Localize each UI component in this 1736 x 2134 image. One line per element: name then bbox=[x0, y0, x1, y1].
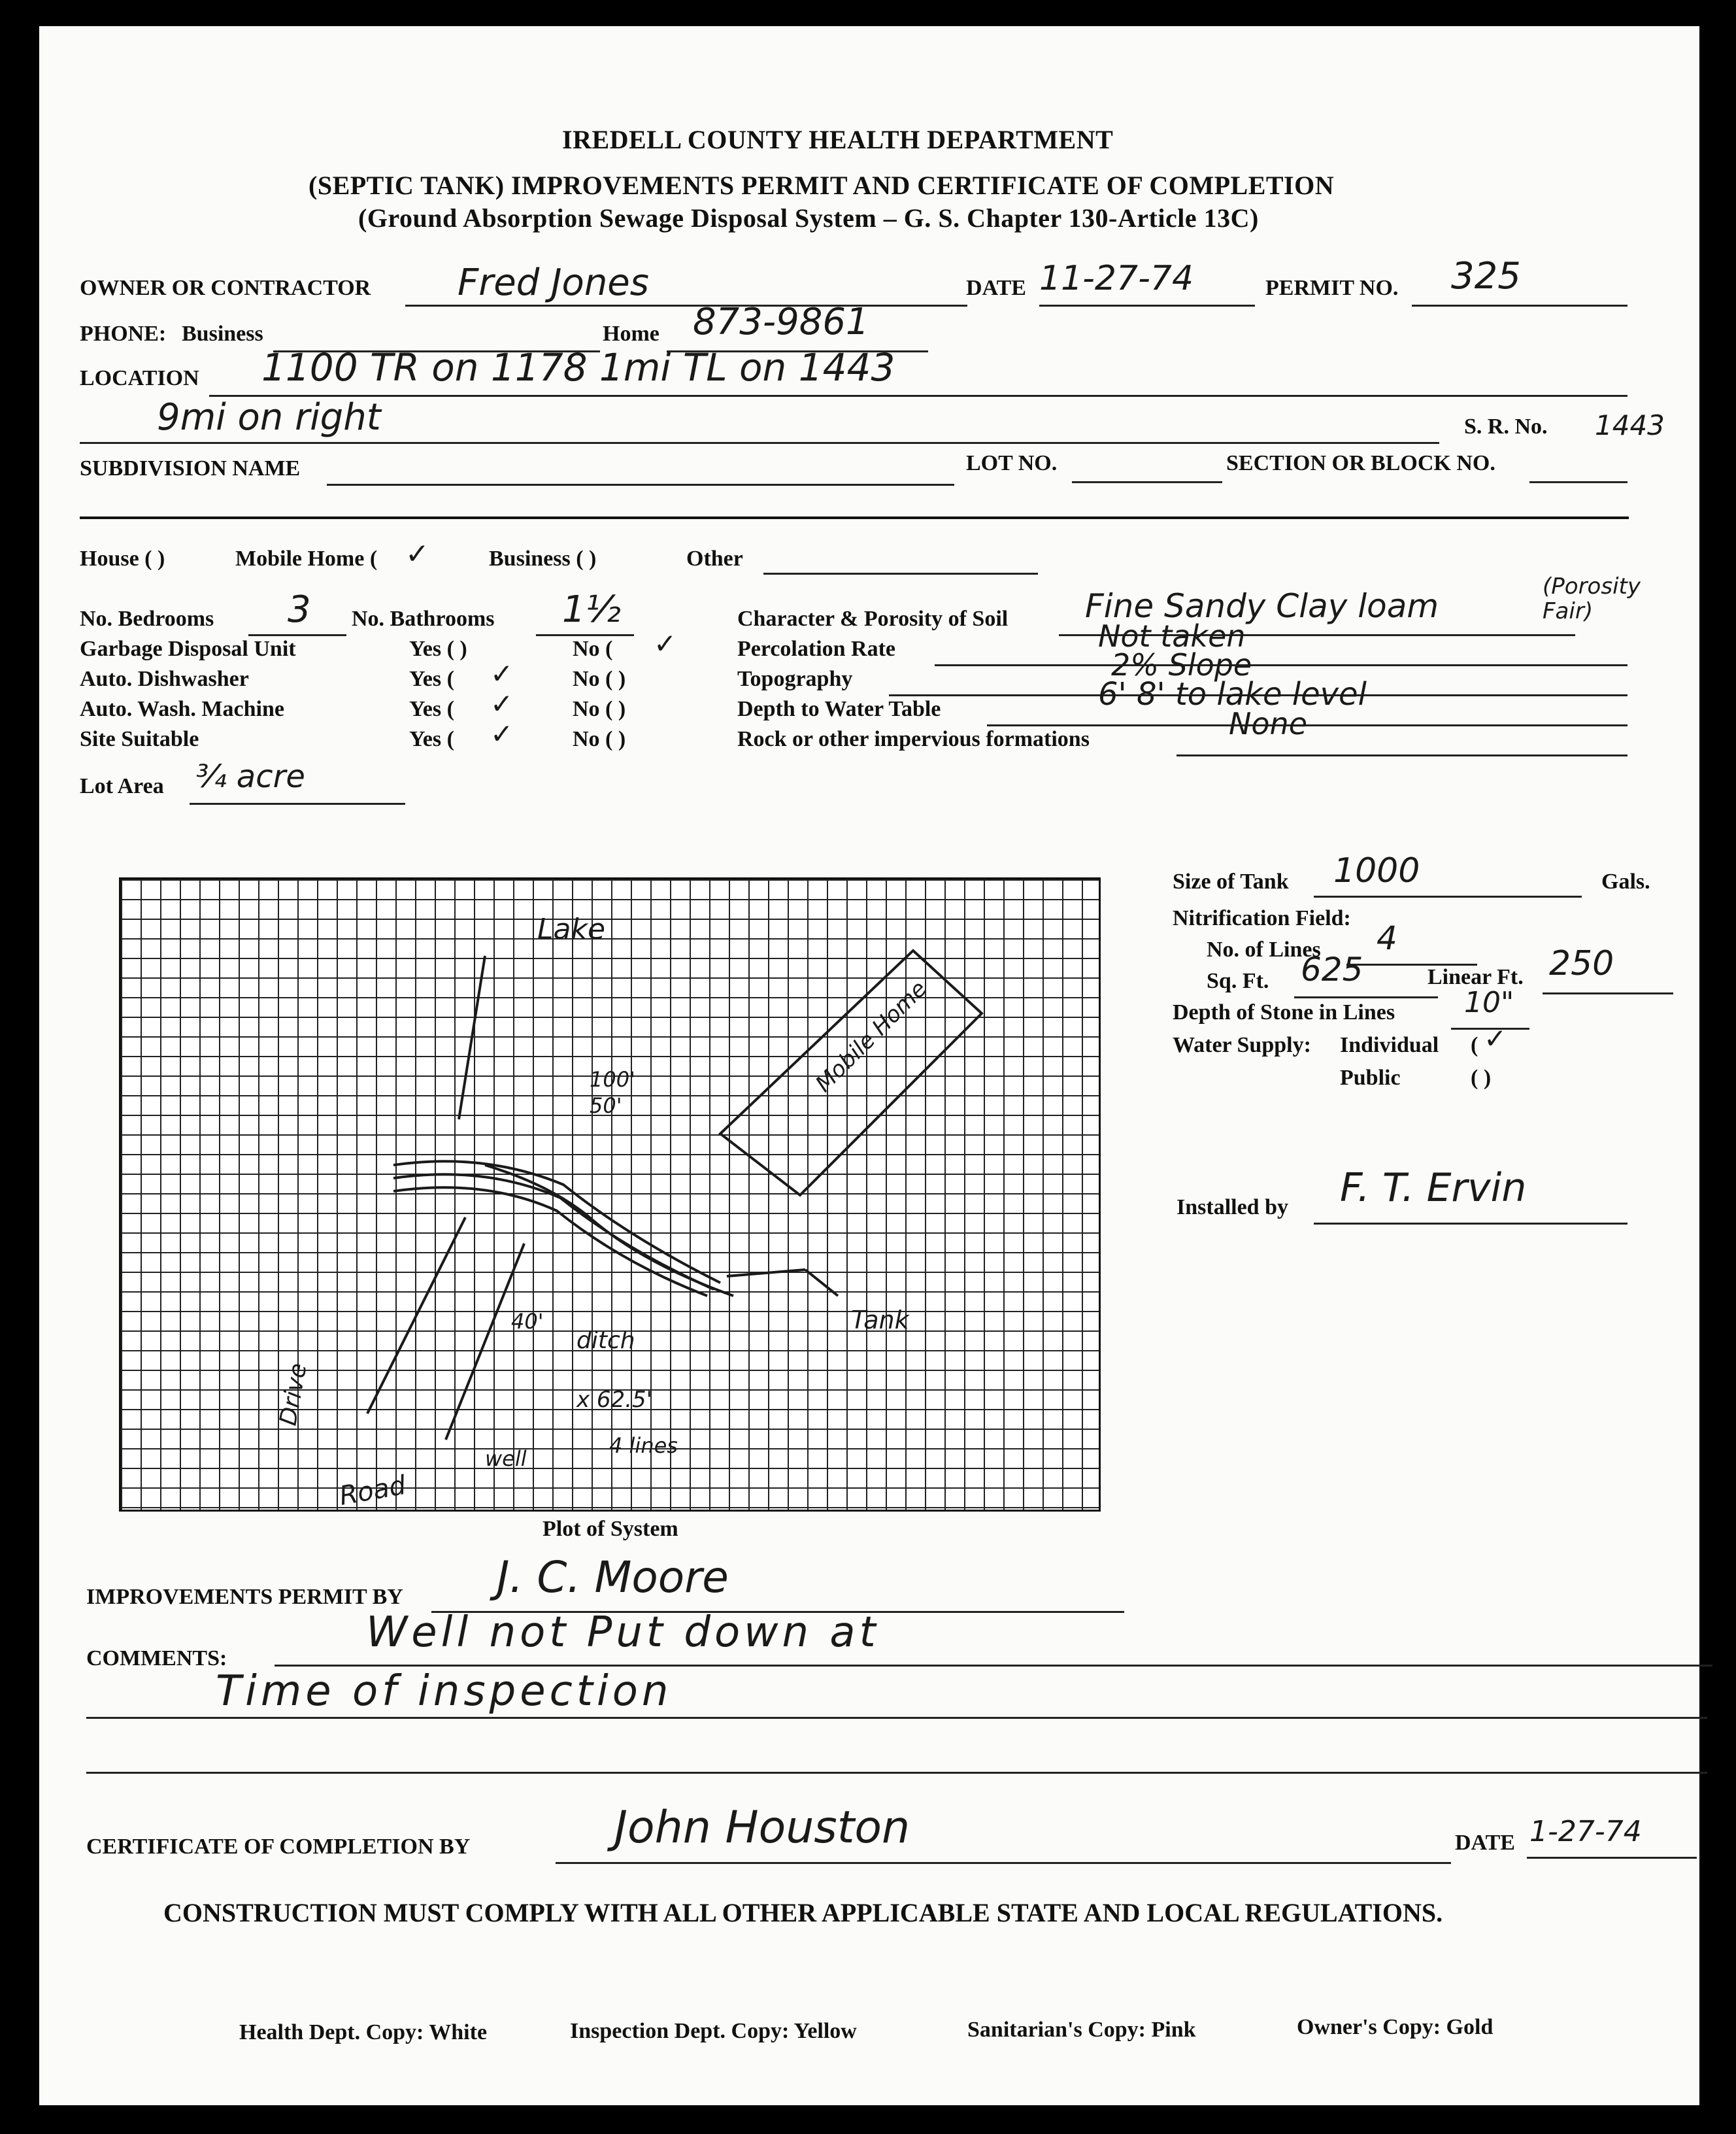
public-check[interactable]: ( ) bbox=[1471, 1066, 1492, 1090]
site-suitable-yes[interactable]: Yes ( bbox=[409, 727, 454, 751]
lot-area-value[interactable]: ¾ acre bbox=[196, 758, 305, 795]
dishwasher-yes[interactable]: Yes ( bbox=[409, 667, 454, 691]
garbage-yes[interactable]: Yes ( ) bbox=[409, 637, 467, 661]
site-suitable-no[interactable]: No ( ) bbox=[573, 727, 626, 751]
lot-label: LOT NO. bbox=[966, 451, 1058, 475]
bedrooms-value[interactable]: 3 bbox=[288, 588, 311, 631]
lake-label: Lake bbox=[537, 913, 606, 946]
bedrooms-label: No. Bedrooms bbox=[80, 607, 214, 631]
plot-sketch bbox=[119, 877, 1101, 1512]
lines-value[interactable]: 4 bbox=[1377, 919, 1397, 957]
dept-heading: IREDELL COUNTY HEALTH DEPARTMENT bbox=[562, 125, 1114, 154]
section-divider bbox=[80, 517, 1629, 519]
individual-check[interactable]: ✓ bbox=[1484, 1023, 1507, 1055]
house-option[interactable]: House ( ) bbox=[80, 547, 165, 571]
rock-value[interactable]: None bbox=[1229, 706, 1308, 741]
comments-line2[interactable]: Time of inspection bbox=[216, 1667, 673, 1716]
soil-character-value[interactable]: Fine Sandy Clay loam bbox=[1085, 587, 1439, 625]
mobile-home-option[interactable]: Mobile Home ( bbox=[235, 547, 378, 571]
compliance-notice: CONSTRUCTION MUST COMPLY WITH ALL OTHER APPLICABLE STATE AND LOCAL REGULATIONS. bbox=[163, 1898, 1443, 1927]
dishwasher-yes-check[interactable]: ✓ bbox=[490, 658, 514, 690]
location-line2[interactable]: 9mi on right bbox=[157, 396, 381, 439]
stone-depth-value[interactable]: 10" bbox=[1464, 986, 1514, 1019]
lines-label: 4 lines bbox=[609, 1433, 678, 1458]
dist-50-label: 50' bbox=[590, 1093, 622, 1118]
tank-size-value[interactable]: 1000 bbox=[1333, 851, 1420, 890]
certificate-date-label: DATE bbox=[1455, 1831, 1515, 1855]
sqft-label: Sq. Ft. bbox=[1207, 969, 1269, 993]
permit-by-label: IMPROVEMENTS PERMIT BY bbox=[86, 1585, 403, 1609]
garbage-no-check[interactable]: ✓ bbox=[654, 628, 677, 660]
permit-form bbox=[39, 26, 1699, 2105]
perc-rate-value[interactable]: Not taken bbox=[1098, 618, 1246, 654]
drive-label: Drive bbox=[275, 1361, 312, 1428]
lines-label: No. of Lines bbox=[1207, 938, 1321, 962]
water-supply-label: Water Supply: bbox=[1173, 1033, 1311, 1057]
sqft-value[interactable]: 625 bbox=[1301, 951, 1363, 989]
phone-home-value[interactable]: 873-9861 bbox=[693, 301, 869, 343]
road-label: Road bbox=[337, 1470, 409, 1512]
date-value[interactable]: 11-27-74 bbox=[1039, 259, 1194, 298]
sr-label: S. R. No. bbox=[1464, 415, 1548, 439]
public-label: Public bbox=[1340, 1066, 1401, 1090]
water-table-value[interactable]: 6' 8' to lake level bbox=[1098, 676, 1367, 713]
permit-label: PERMIT NO. bbox=[1265, 276, 1399, 300]
owner-label: OWNER OR CONTRACTOR bbox=[80, 276, 371, 300]
lot-area-label: Lot Area bbox=[80, 774, 164, 798]
certificate-label: CERTIFICATE OF COMPLETION BY bbox=[86, 1835, 471, 1859]
section-label: SECTION OR BLOCK NO. bbox=[1226, 451, 1495, 475]
form-title: (SEPTIC TANK) IMPROVEMENTS PERMIT AND CERTIFICATE OF COMPLETION bbox=[309, 171, 1335, 200]
mobile-home-check[interactable]: ✓ bbox=[405, 537, 429, 571]
washer-yes[interactable]: Yes ( bbox=[409, 697, 454, 721]
comments-label: COMMENTS: bbox=[86, 1646, 227, 1670]
sr-value[interactable]: 1443 bbox=[1595, 409, 1665, 441]
dishwasher-label: Auto. Dishwasher bbox=[80, 667, 249, 691]
tank-size-label: Size of Tank bbox=[1173, 870, 1289, 894]
dishwasher-no[interactable]: No ( ) bbox=[573, 667, 626, 691]
water-table-label: Depth to Water Table bbox=[737, 697, 941, 721]
certificate-signature[interactable]: John Houston bbox=[614, 1802, 910, 1854]
perc-rate-label: Percolation Rate bbox=[737, 637, 896, 661]
business-option[interactable]: Business ( ) bbox=[489, 547, 597, 571]
copy-inspection: Inspection Dept. Copy: Yellow bbox=[570, 2019, 857, 2043]
ditch-label: ditch bbox=[576, 1327, 635, 1354]
gals-label: Gals. bbox=[1601, 870, 1650, 894]
installed-by-label: Installed by bbox=[1177, 1195, 1288, 1219]
owner-value[interactable]: Fred Jones bbox=[458, 262, 649, 304]
topography-value[interactable]: 2% Slope bbox=[1111, 647, 1252, 683]
washer-no[interactable]: No ( ) bbox=[573, 697, 626, 721]
soil-porosity-note[interactable]: (Porosity Fair) bbox=[1543, 573, 1641, 624]
washer-label: Auto. Wash. Machine bbox=[80, 697, 284, 721]
nitrification-label: Nitrification Field: bbox=[1173, 906, 1351, 930]
subdivision-label: SUBDIVISION NAME bbox=[80, 456, 301, 481]
stone-depth-label: Depth of Stone in Lines bbox=[1173, 1000, 1395, 1025]
dist-100-label: 100' bbox=[590, 1067, 635, 1092]
location-line1[interactable]: 1100 TR on 1178 1mi TL on 1443 bbox=[261, 345, 895, 390]
site-suitable-label: Site Suitable bbox=[80, 727, 199, 751]
installed-by-value[interactable]: F. T. Ervin bbox=[1340, 1165, 1527, 1211]
comments-line1[interactable]: Well not Put down at bbox=[366, 1608, 880, 1657]
garbage-no[interactable]: No ( bbox=[573, 637, 613, 661]
rock-label: Rock or other impervious formations bbox=[737, 727, 1090, 751]
soil-character-label: Character & Porosity of Soil bbox=[737, 607, 1009, 631]
dist-40-label: 40' bbox=[511, 1309, 544, 1334]
mobile-home-label: Mobile Home bbox=[810, 975, 932, 1098]
location-label: LOCATION bbox=[80, 366, 199, 390]
well-label: well bbox=[485, 1446, 527, 1471]
copy-sanitarian: Sanitarian's Copy: Pink bbox=[967, 2018, 1196, 2042]
permit-value[interactable]: 325 bbox=[1451, 255, 1521, 297]
permit-by-signature[interactable]: J. C. Moore bbox=[497, 1552, 729, 1602]
drive-arrow bbox=[459, 956, 485, 1119]
form-subtitle: (Ground Absorption Sewage Disposal System – G. S. Chapter 130-Article 13C) bbox=[358, 203, 1259, 233]
phone-business-label: Business bbox=[182, 322, 263, 346]
tank-label: Tank bbox=[851, 1306, 909, 1334]
individual-label: Individual bbox=[1340, 1033, 1439, 1057]
linear-label: Linear Ft. bbox=[1427, 965, 1524, 989]
copy-owner: Owner's Copy: Gold bbox=[1297, 2015, 1494, 2039]
washer-yes-check[interactable]: ✓ bbox=[490, 688, 514, 720]
certificate-date-value[interactable]: 1-27-74 bbox=[1529, 1815, 1642, 1848]
bathrooms-value[interactable]: 1½ bbox=[562, 588, 621, 631]
topography-label: Topography bbox=[737, 667, 853, 691]
linear-value[interactable]: 250 bbox=[1549, 944, 1614, 983]
other-label: Other bbox=[686, 547, 743, 571]
site-suitable-yes-check[interactable]: ✓ bbox=[490, 718, 514, 750]
bathrooms-label: No. Bathrooms bbox=[352, 607, 495, 631]
individual-paren: ( bbox=[1471, 1033, 1478, 1057]
garbage-label: Garbage Disposal Unit bbox=[80, 637, 296, 661]
phone-label: PHONE: bbox=[80, 322, 167, 346]
phone-home-label: Home bbox=[603, 322, 659, 346]
date-label: DATE bbox=[966, 276, 1026, 300]
plot-caption: Plot of System bbox=[542, 1517, 678, 1541]
copy-health: Health Dept. Copy: White bbox=[239, 2020, 488, 2044]
ft-label: x 62.5' bbox=[576, 1387, 652, 1413]
